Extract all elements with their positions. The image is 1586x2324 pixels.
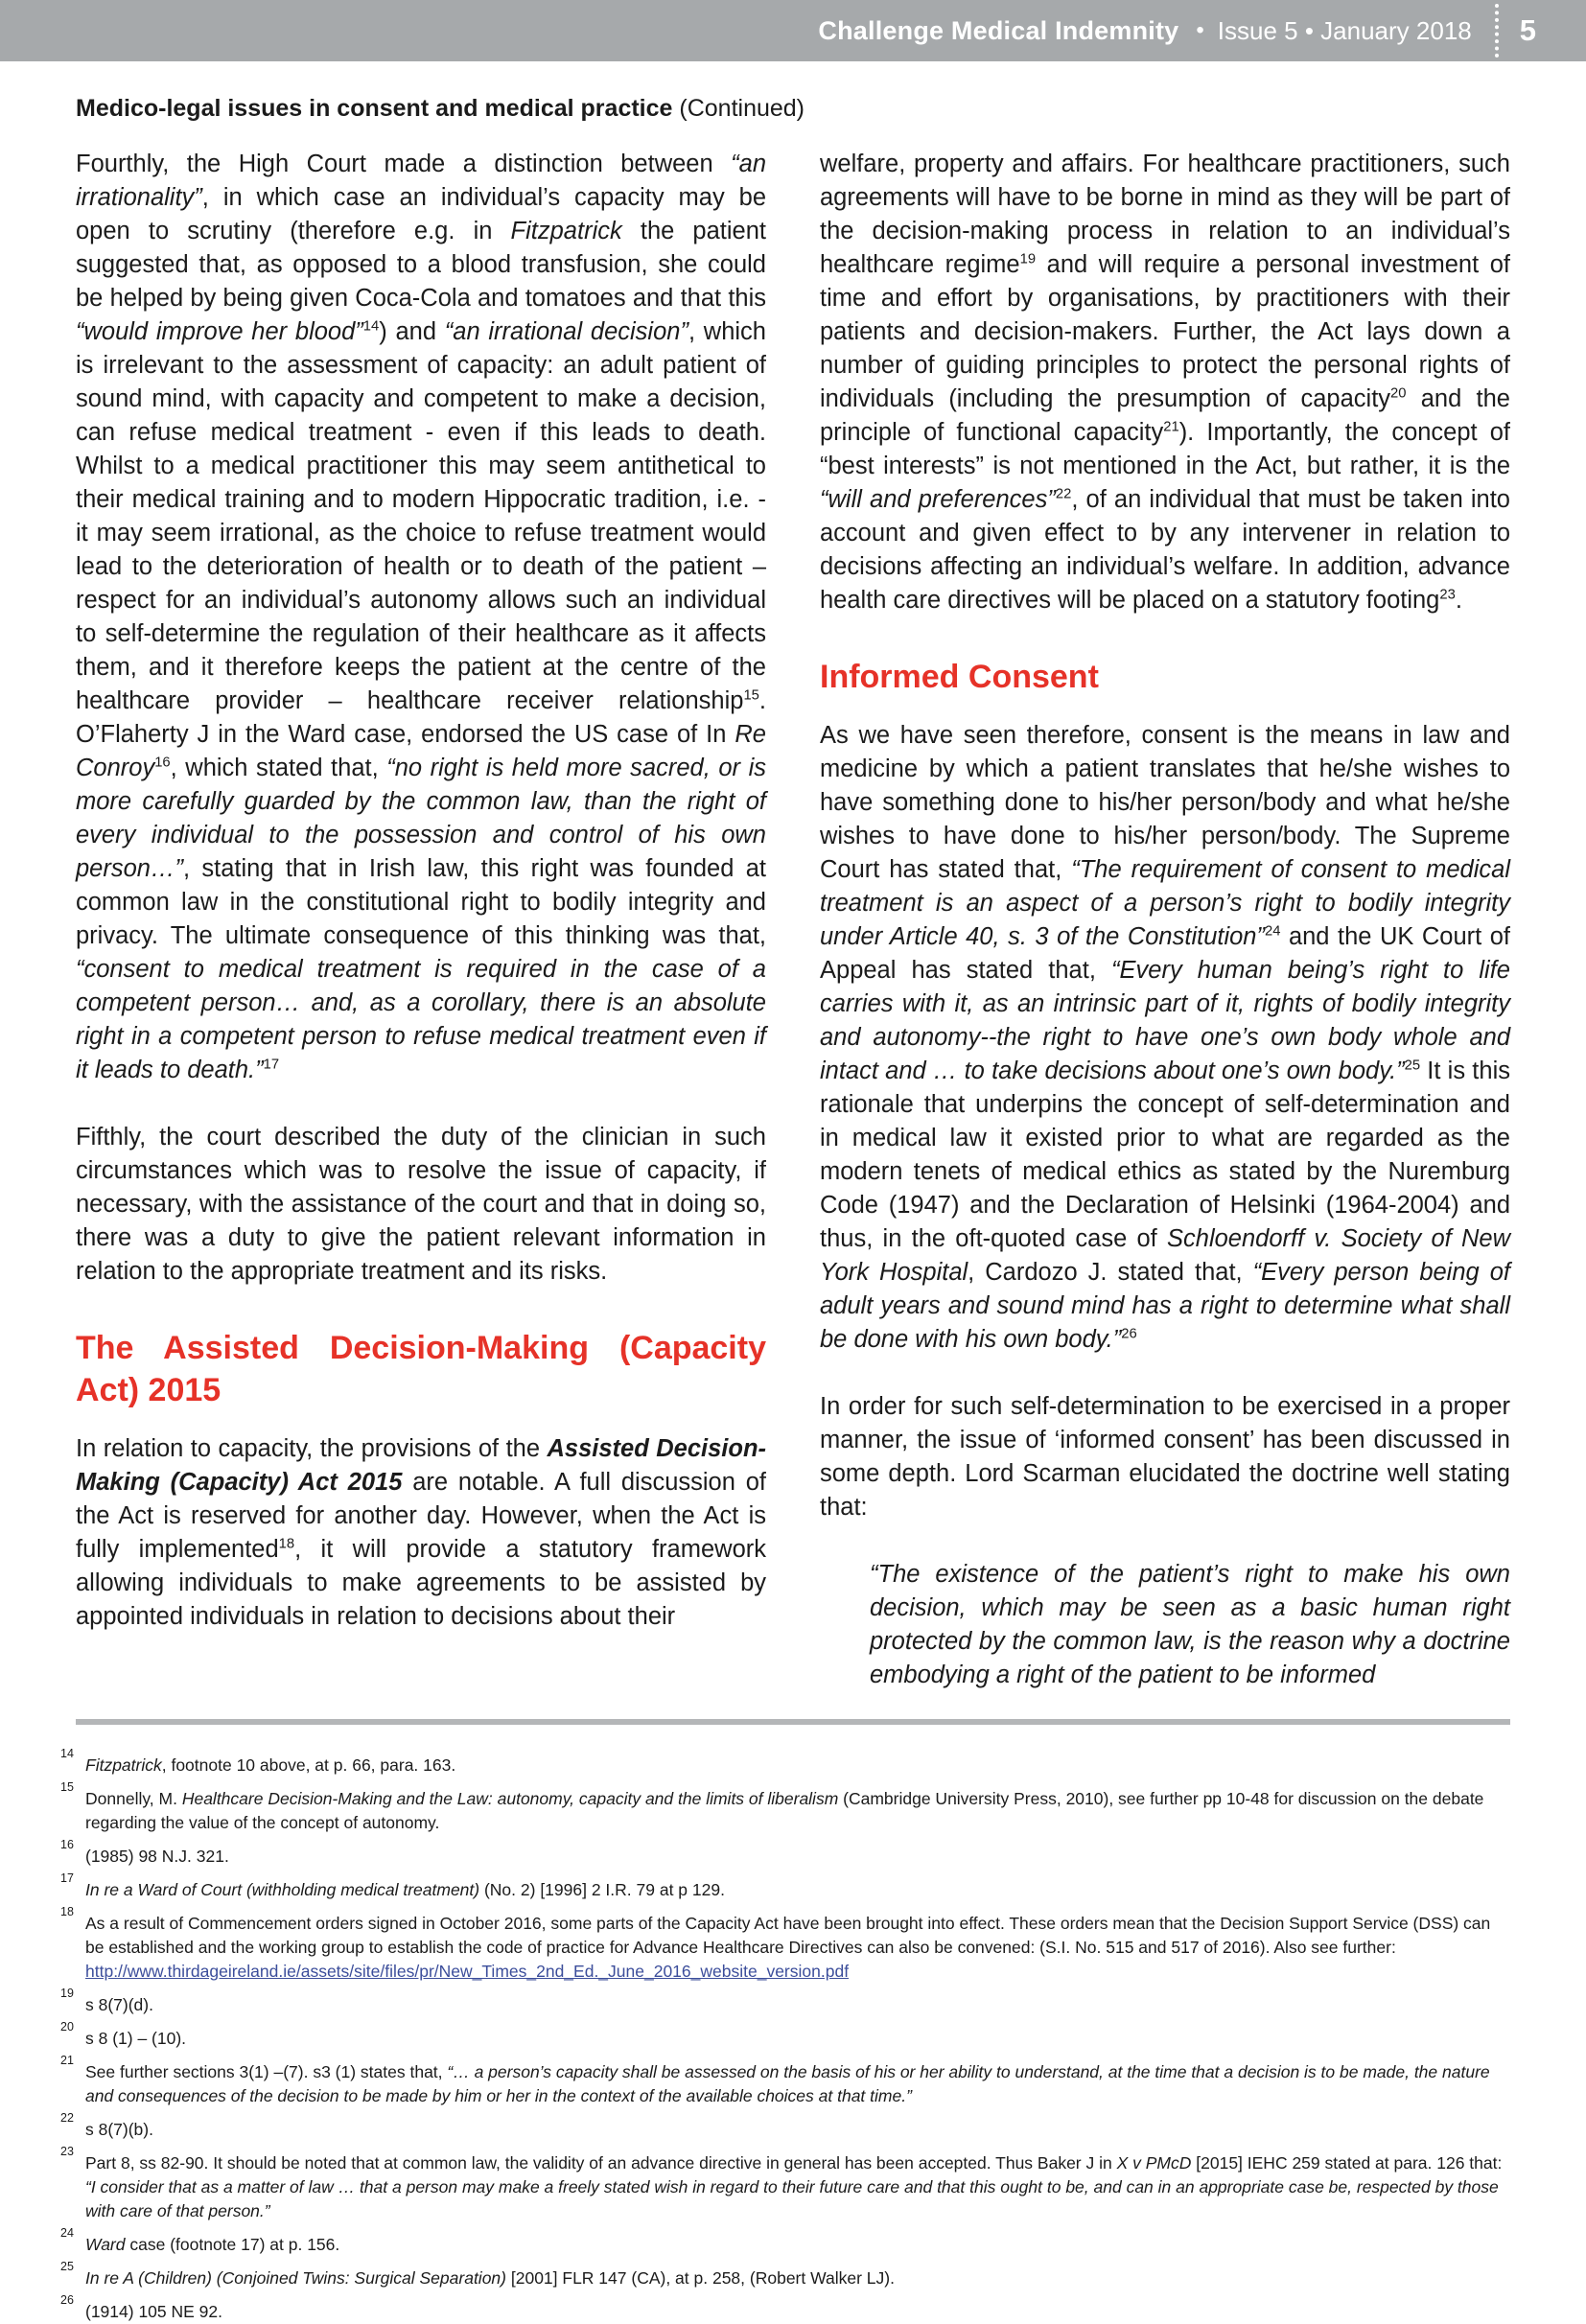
section-heading-informed-consent: Informed Consent	[820, 659, 1099, 695]
footnote-number: 18	[60, 1905, 74, 1918]
paragraph-consent-means: As we have seen therefore, consent is the means in law and medicine by which a patient translates that he/she wishes to have something done to his/her person/body and what he/she wishes to have done to his/her person/body. The Supreme Court has stated that, “The requirement of consent to medical treatment is an aspect of a person’s right to bodily integrity under Article 40, s. 3 of the Constitution”$^{24}$ and the UK Court of Appeal has stated that, “Every human being’s right to life carries with it, as an intrinsic part of it, rights of bodily integrity and autonomy--the right to have one’s own body whole and intact and … to take decisions about one’s own body.”$^{25}$ It is this rationale that underpins the concept of self-determination and in medical law it existed prior to what are regarded as the modern tenets of medical ethics as stated by the Nuremburg Code (1947) and the Declaration of Helsinki (1964-2004) and thus, in the oft-quoted case of Schloendorff v. Society of New York Hospital, Cardozo J. stated that, “Every person being of adult years and sound mind has a right to determine what shall be done with his own body.”$^{26}$	[820, 722, 1511, 1353]
left-column	[76, 148, 766, 1692]
header-bar	[0, 0, 1586, 61]
article-title	[76, 94, 1510, 123]
footnote-25	[60, 2260, 1510, 2290]
footnote-17	[60, 1871, 1510, 1902]
footnote-14	[60, 1747, 1510, 1778]
footnote-text: s 8(7)(d).	[85, 1995, 153, 2014]
page-content	[0, 94, 1586, 2324]
publication-title: Challenge Medical Indemnity	[818, 15, 1179, 45]
paragraph-capacity-act: In relation to capacity, the provisions of the Assisted Decision-Making (Capacity) Act 2015 are notable. A full discussion of the Act is reserved for another day. However, when the Act is fully implemented$^{18}$, it will provide a statutory framework allowing individuals to make agreements to be assisted by appointed individuals in relation to decisions about their	[76, 1435, 767, 1630]
paragraph-fourthly: Fourthly, the High Court made a distinction between “an irrationality”, in which case an individual’s capacity may be open to scrutiny (therefore e.g. in Fitzpatrick the patient suggested that, as opposed to a blood transfusion, she could be helped by being given Coca-Cola and tomatoes and that this “would improve her blood”$^{14}$) and “an irrational decision”, which is irrelevant to the assessment of capacity: an adult patient of sound mind, with capacity and competent to make a decision, can refuse medical treatment - even if this leads to death. Whilst to a medical practitioner this may seem antithetical to their medical training and to modern Hippocratic tradition, i.e. - it may seem irrational, as the choice to refuse treatment would lead to the deterioration of health or to death of the patient – respect for an individual’s autonomy allows such an individual to self-determine the regulation of their healthcare as it affects them, and it therefore keeps the patient at the centre of the healthcare provider – healthcare receiver relationship$^{15}$. O’Flaherty J in the Ward case, endorsed the US case of In Re Conroy$^{16}$, which stated that, “no right is held more sacred, or is more carefully guarded by the common law, than the right of every individual to the possession and control of his own person…”, stating that in Irish law, this right was founded at common law in the constitutional right to bodily integrity and privacy. The ultimate consequence of this thinking was that, “consent to medical treatment is required in the case of a competent person… and, as a corollary, there is an absolute right in a competent person to refuse medical treatment even if it leads to death.”$^{17}$	[76, 151, 766, 1083]
footnote-number: 22	[60, 2111, 74, 2125]
footnote-text: Part 8, ss 82-90. It should be noted that at common law, the validity of an advance directive in general has been accepted. Thus Baker J in X v PMcD [2015] IEHC 259 stated at para. 126 that: “I consider that as a matter of law … that a person may make a freely stated wish in regard to their future care and that this ought to be, and can in an appropriate case be, respected by those with care of that person.”	[85, 2153, 1503, 2220]
paragraph-welfare: welfare, property and affairs. For healthcare practitioners, such agreements will have to be borne in mind as they will be part of the decision-making process in relation to an individual’s healthcare regime$^{19}$ and will require a personal investment of time and effort by organisations, by practitioners with their patients and decision-makers. Further, the Act lays down a number of guiding principles to protect the personal rights of individuals (including the presumption of capacity$^{20}$ and the principle of functional capacity$^{21}$). Importantly, the concept of “best interests” is not mentioned in the Act, but rather, it is the “will and preferences”$^{22}$, of an individual that must be taken into account and given effect to by any intervener in relation to decisions affecting an individual’s welfare. In addition, advance health care directives will be placed on a statutory footing$^{23}$.	[820, 151, 1510, 614]
footnote-18	[60, 1905, 1510, 1984]
paragraph-self-determination: In order for such self-determination to be exercised in a proper manner, the issue of ‘informed consent’ has been discussed in some depth. Lord Scarman elucidated the doctrine well stating that:	[820, 1393, 1510, 1521]
footnote-text: Fitzpatrick, footnote 10 above, at p. 66, para. 163.	[85, 1755, 456, 1775]
footnote-number: 17	[60, 1871, 74, 1885]
footnote-text: In re A (Children) (Conjoined Twins: Surgical Separation) [2001] FLR 147 (CA), at p. 258, (Robert Walker LJ).	[85, 2268, 895, 2288]
footnote-24	[60, 2226, 1510, 2257]
footnote-number: 25	[60, 2260, 74, 2273]
article-title-text: Medico-legal issues in consent and medical practice	[76, 95, 673, 122]
section-heading-capacity-act: The Assisted Decision-Making (Capacity Act) 2015	[76, 1330, 766, 1408]
footnote-number: 24	[60, 2226, 74, 2240]
footnote-20	[60, 2020, 1510, 2051]
dotted-divider	[1495, 4, 1499, 58]
footnote-26	[60, 2293, 1510, 2324]
paragraph-fifthly: Fifthly, the court described the duty of the clinician in such circumstances which was to resolve the issue of capacity, if necessary, with the assistance of the court and that in doing so, there was a duty to give the patient relevant information in relation to the appropriate treatment and its risks.	[76, 1124, 766, 1285]
footnote-text: (1985) 98 N.J. 321.	[85, 1847, 229, 1866]
footnote-number: 15	[60, 1780, 74, 1794]
footnote-number: 23	[60, 2145, 74, 2158]
footnote-divider	[76, 1719, 1510, 1725]
two-column-layout	[76, 148, 1510, 1692]
issue-date: Issue 5 • January 2018	[1217, 15, 1472, 45]
footnote-text: See further sections 3(1) –(7). s3 (1) states that, “… a person’s capacity shall be assessed on the basis of his or her ability to understand, at the time that a decision is to be made, the nature and consequences of the decision to be made by him or her in the context of the available choices at that time.”	[85, 2062, 1490, 2105]
footnote-text: s 8(7)(b).	[85, 2120, 153, 2139]
footnote-number: 21	[60, 2054, 74, 2067]
footnote-22	[60, 2111, 1510, 2142]
footnote-number: 16	[60, 1838, 74, 1851]
page-number: 5	[1519, 13, 1536, 47]
footnote-number: 14	[60, 1747, 74, 1760]
article-continued-label: (Continued)	[672, 95, 805, 122]
footnote-number: 19	[60, 1987, 74, 2000]
footnote-text: s 8 (1) – (10).	[85, 2029, 187, 2048]
footnote-number: 20	[60, 2020, 74, 2034]
footnote-text: As a result of Commencement orders signed in October 2016, some parts of the Capacity Act have been brought into effect. These orders mean that the Decision Support Service (DSS) can be established and the working group to establish the code of practice for Advance Healthcare Directives can also be convened: (S.I. No. 515 and 517 of 2016). Also see further: http://www.thirdageireland.ie/assets/site/files/pr/New_Times_2nd_Ed._June_2016_website_version.pdf	[85, 1914, 1491, 1981]
footnote-23	[60, 2145, 1510, 2223]
footnote-text: (1914) 105 NE 92.	[85, 2302, 223, 2321]
footnote-15	[60, 1780, 1510, 1835]
footnote-number: 26	[60, 2293, 74, 2307]
footnote-text: Donnelly, M. Healthcare Decision-Making and the Law: autonomy, capacity and the limits of liberalism (Cambridge University Press, 2010), see further pp 10-48 for discussion on the debate regarding the value of the concept of autonomy.	[85, 1789, 1484, 1832]
footnotes-section	[60, 1747, 1510, 2324]
right-column	[820, 148, 1510, 1692]
footnote-text: In re a Ward of Court (withholding medical treatment) (No. 2) [1996] 2 I.R. 79 at p 129.	[85, 1880, 725, 1899]
footnote-link[interactable]: http://www.thirdageireland.ie/assets/site/files/pr/New_Times_2nd_Ed._June_2016_website_version.pdf	[85, 1962, 850, 1981]
bullet-separator: •	[1196, 17, 1204, 43]
footnote-16	[60, 1838, 1510, 1869]
footnote-text: Ward case (footnote 17) at p. 156.	[85, 2235, 340, 2254]
footnote-19	[60, 1987, 1510, 2017]
footnote-21	[60, 2054, 1510, 2108]
scarman-quote: “The existence of the patient’s right to make his own decision, which may be seen as a basic human right protected by the common law, is the reason why a doctrine embodying a right of the patient to be informed	[870, 1561, 1510, 1688]
